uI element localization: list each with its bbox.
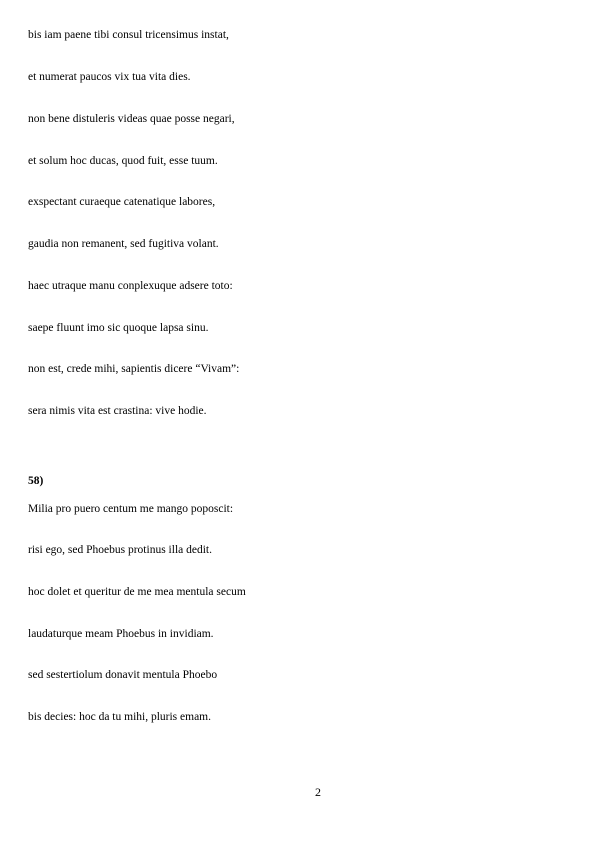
verse-line: et numerat paucos vix tua vita dies. xyxy=(28,71,191,83)
verse-line: saepe fluunt imo sic quoque lapsa sinu. xyxy=(28,322,209,334)
verse-line: bis decies: hoc da tu mihi, pluris emam. xyxy=(28,711,212,723)
verse-line: sed sestertiolum donavit mentula Phoebo xyxy=(28,669,218,681)
verse-line: Milia pro puero centum me mango poposcit: xyxy=(28,503,234,515)
verse-line: bis iam paene tibi consul tricensimus instat, xyxy=(28,29,229,41)
poem-number-heading: 58) xyxy=(28,475,44,487)
verse-line: gaudia non remanent, sed fugitiva volant. xyxy=(28,238,219,250)
verse-line: haec utraque manu conplexuque adsere toto: xyxy=(28,280,233,292)
verse-line: non est, crede mihi, sapientis dicere “Vivam”: xyxy=(28,363,240,375)
verse-line: hoc dolet et queritur de me mea mentula secum xyxy=(28,586,246,598)
verse-line: risi ego, sed Phoebus protinus illa dedit. xyxy=(28,544,212,556)
verse-line: et solum hoc ducas, quod fuit, esse tuum. xyxy=(28,155,218,167)
verse-line: sera nimis vita est crastina: vive hodie. xyxy=(28,405,207,417)
verse-line: laudaturque meam Phoebus in invidiam. xyxy=(28,628,214,640)
verse-line: non bene distuleris videas quae posse negari, xyxy=(28,113,235,125)
page-number: 2 xyxy=(315,785,321,799)
verse-line: exspectant curaeque catenatique labores, xyxy=(28,196,216,208)
